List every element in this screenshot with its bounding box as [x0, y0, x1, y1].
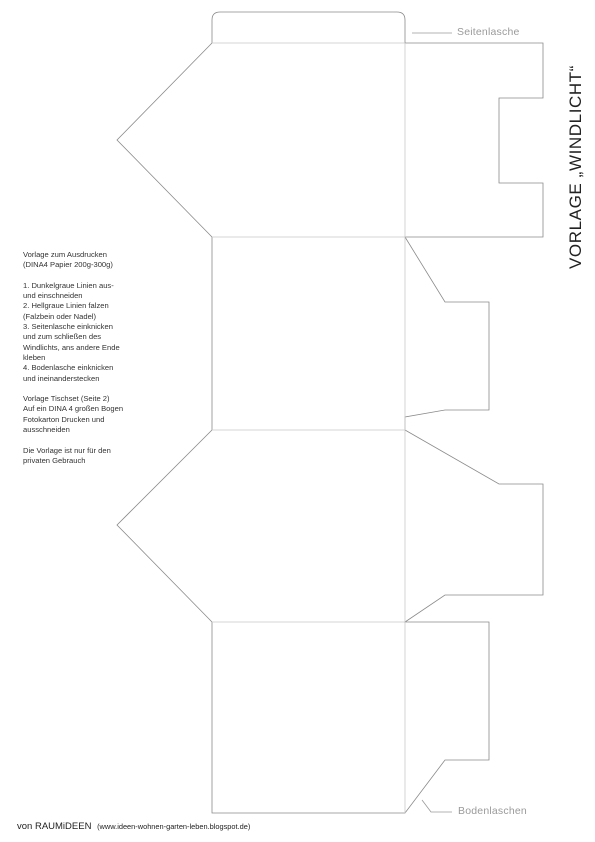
template-cut-outline [117, 12, 543, 813]
step-line: und ineinanderstecken [23, 373, 100, 383]
instructions-text [23, 250, 173, 477]
tischset-line: Fotokarton Drucken und [23, 414, 105, 424]
note-line: privaten Gebrauch [23, 455, 86, 465]
note-line: Die Vorlage ist nur für den [23, 445, 111, 455]
footer-brand: von RAUMiDEEN [17, 821, 92, 832]
step-line: Windlichts, ans andere Ende [23, 342, 120, 352]
step-line: kleben [23, 352, 46, 362]
footer [17, 821, 250, 832]
instructions-note [23, 446, 173, 467]
step-line: 2. Hellgraue Linien falzen [23, 301, 109, 311]
intro-line: Vorlage zum Ausdrucken [23, 250, 108, 259]
step-line: (Falzbein oder Nadel) [23, 311, 97, 321]
fold-lines [212, 43, 405, 813]
intro-line: (DINA4 Papier 200g-300g) [23, 260, 113, 270]
bottom-tab-leader [422, 800, 452, 812]
step-line: 4. Bodenlasche einknicken [23, 363, 114, 373]
step-line: und zum schließen des [23, 332, 102, 342]
instructions-steps [23, 281, 173, 384]
side-tab-label: Seitenlasche [457, 26, 520, 38]
tischset-line: ausschneiden [23, 425, 70, 435]
page-title: VORLAGE „WINDLICHT“ [566, 64, 585, 270]
step-line: und einschneiden [23, 291, 83, 301]
instructions-intro [23, 250, 173, 271]
footer-url: (www.ideen-wohnen-garten-leben.blogspot.de) [97, 822, 251, 831]
bottom-tabs-label: Bodenlaschen [458, 805, 527, 817]
step-line: 3. Seitenlasche einknicken [23, 322, 113, 332]
tischset-line: Vorlage Tischset (Seite 2) [23, 394, 110, 404]
step-line: 1. Dunkelgraue Linien aus- [23, 280, 114, 290]
instructions-tischset [23, 394, 173, 435]
tischset-line: Auf ein DINA 4 großen Bogen [23, 404, 124, 414]
